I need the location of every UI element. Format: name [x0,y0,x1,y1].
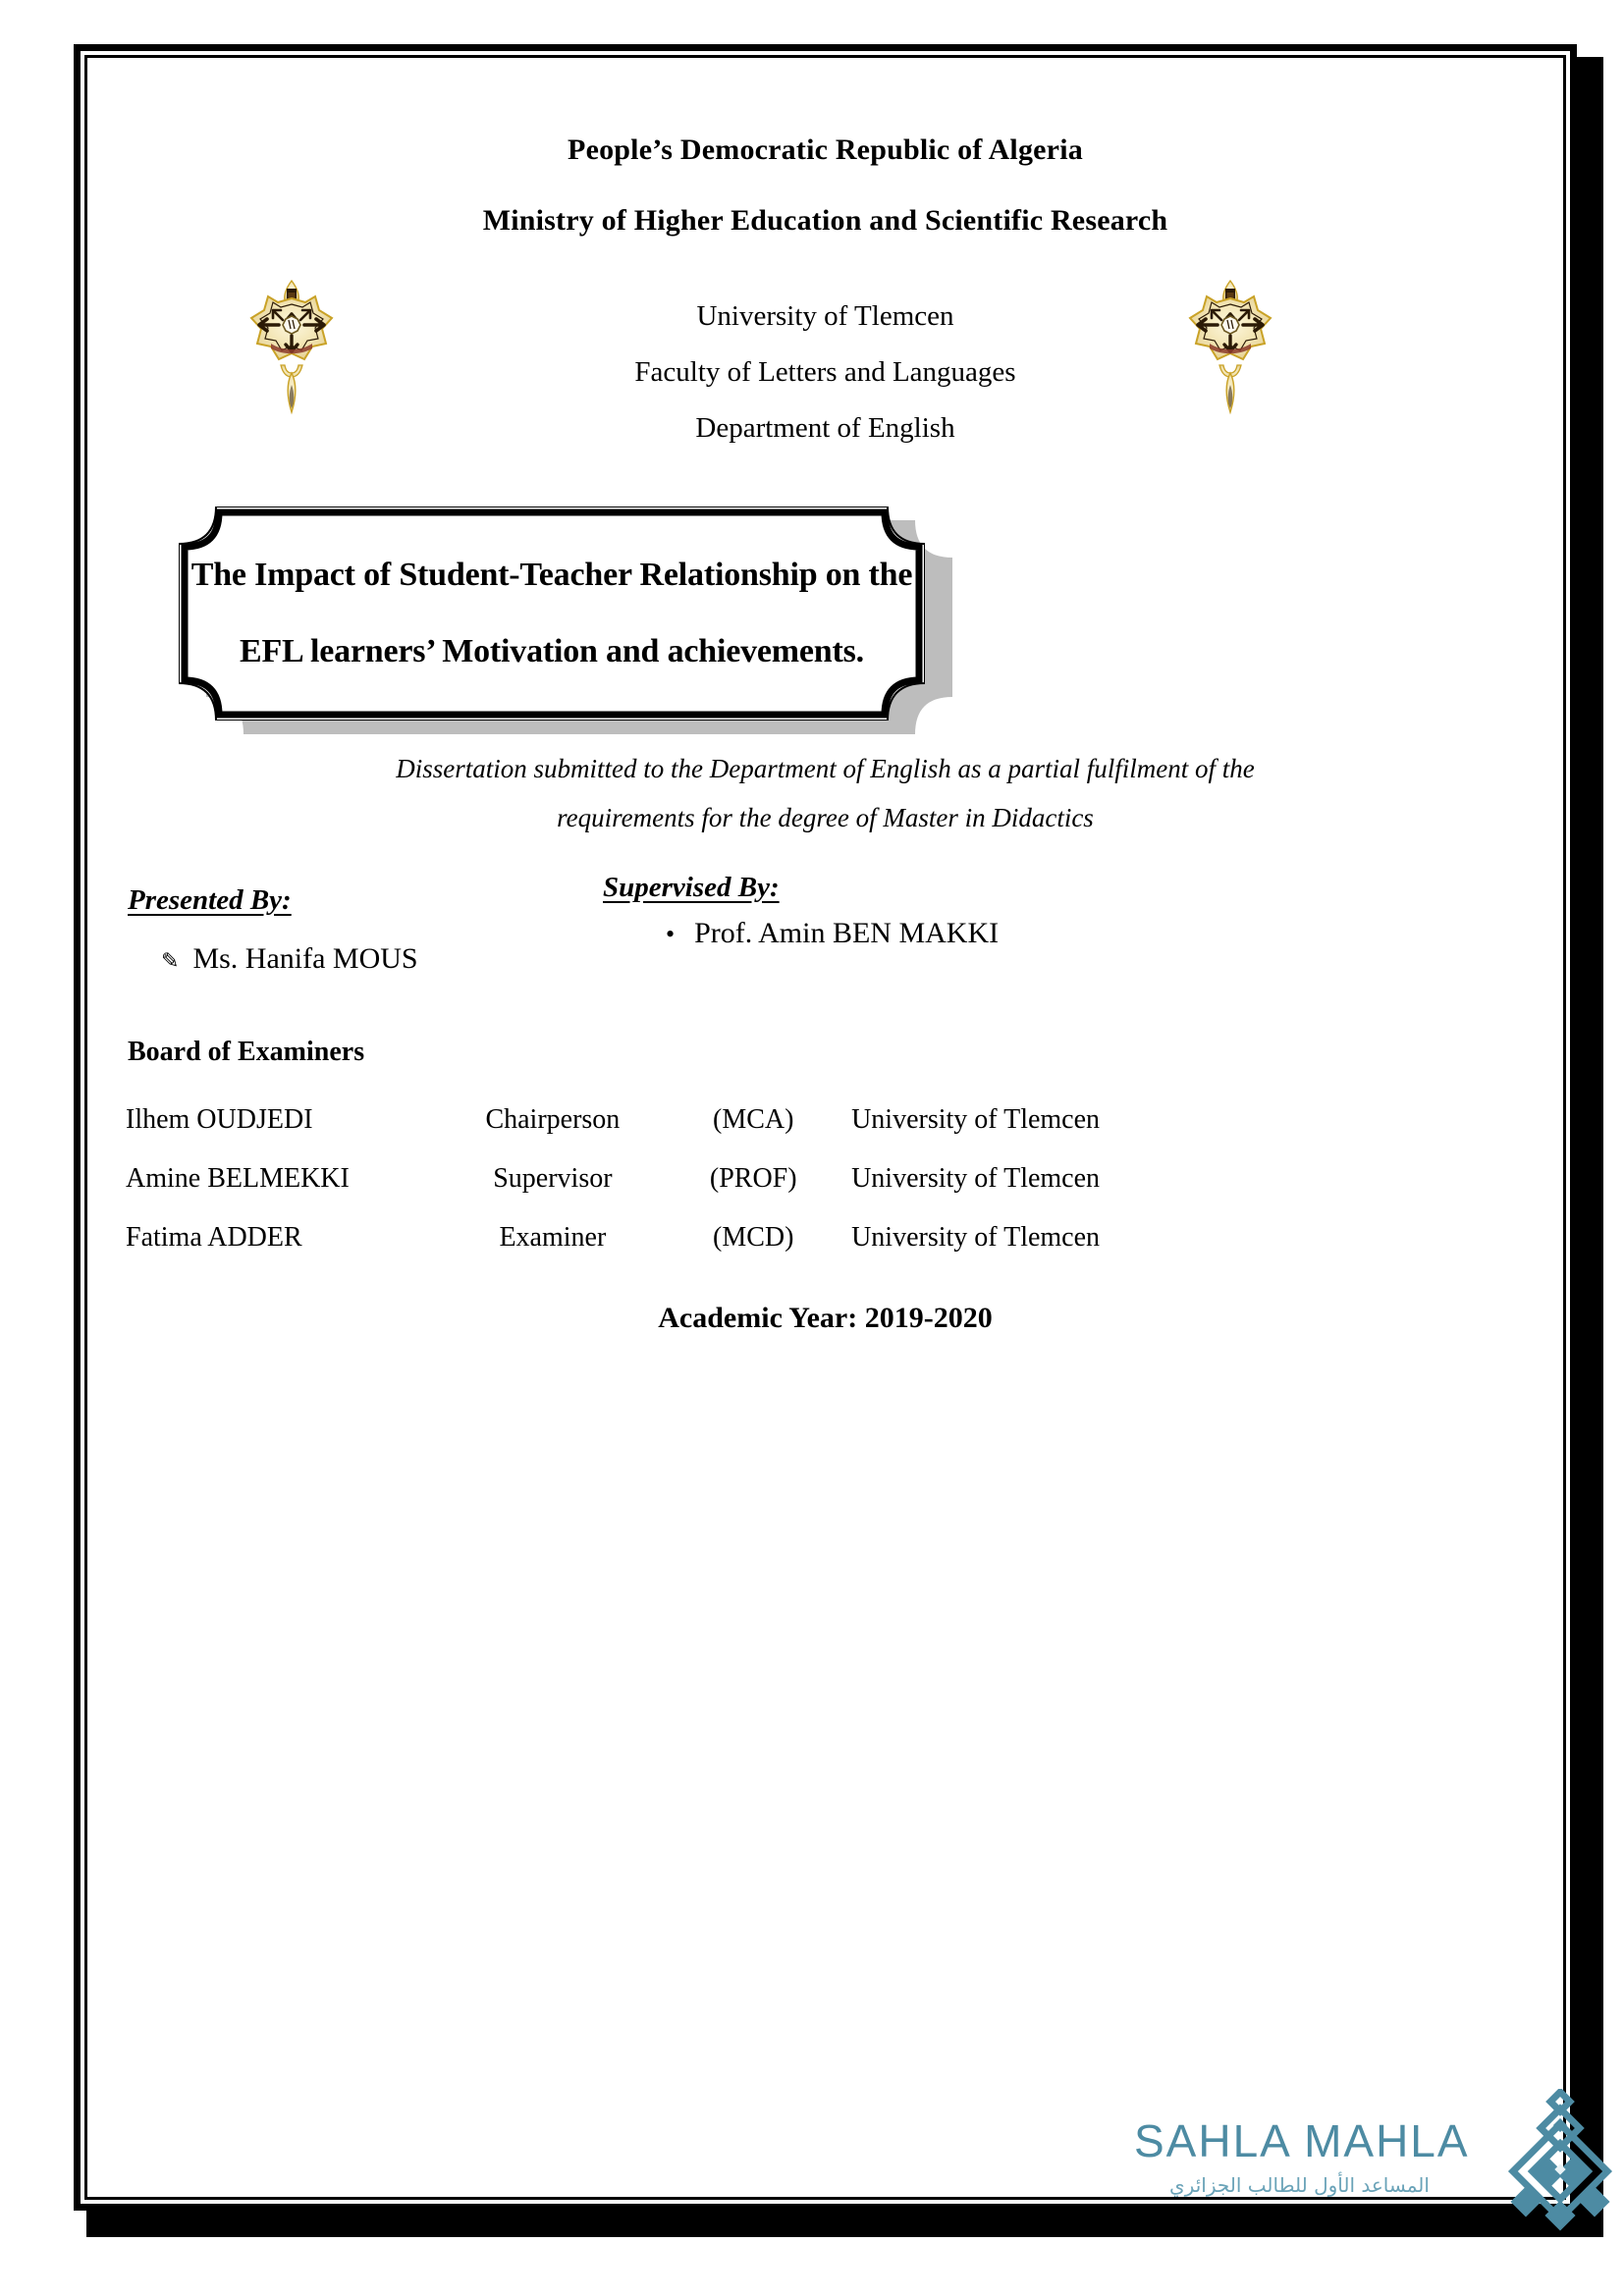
examiner-institution: University of Tlemcen [851,1222,1101,1253]
examiner-role: Examiner [499,1222,607,1253]
presented-by-label: Presented By: [128,884,292,916]
watermark-brand-text: SAHLA MAHLA [1134,2115,1470,2166]
round-bullet-icon: • [666,920,676,948]
sahla-mahla-watermark [1134,2089,1624,2236]
examiner-role: Supervisor [493,1163,613,1194]
examiner-name: Fatima ADDER [126,1222,302,1253]
supervised-by-name: Prof. Amin BEN MAKKI [694,917,1000,949]
academic-year: Academic Year: 2019-2020 [658,1302,993,1334]
watermark-subtitle-arabic: المساعد الأول للطالب الجزائري [1169,2173,1430,2197]
dissertation-title-box [179,507,925,721]
dissertation-statement [84,744,1566,842]
table-row [126,1149,1284,1208]
examiner-institution: University of Tlemcen [851,1104,1101,1135]
institution-department: Department of English [695,412,955,444]
examiner-name: Ilhem OUDJEDI [126,1104,313,1135]
examiner-rank: (MCA) [713,1104,794,1135]
examiner-rank: (PROF) [709,1163,797,1194]
title-line-1: The Impact of Student-Teacher Relationship on the [190,557,913,593]
table-row [126,1208,1284,1267]
dissertation-title-text [179,507,925,721]
presented-by-name: Ms. Hanifa MOUS [192,942,418,975]
examiner-institution: University of Tlemcen [851,1163,1101,1194]
quill-bullet-icon: ✎ [161,948,180,973]
table-row [126,1091,1284,1149]
university-emblem-icon-right [1182,275,1278,422]
header-republic: People’s Democratic Republic of Algeria [568,133,1083,166]
dissertation-statement-line-2: requirements for the degree of Master in Didactics [557,803,1094,832]
university-emblem-icon-left [244,275,340,422]
board-of-examiners-title: Board of Examiners [128,1037,365,1067]
supervised-by-label: Supervised By: [603,872,780,903]
institution-faculty: Faculty of Letters and Languages [634,356,1016,388]
examiner-rank: (MCD) [713,1222,794,1253]
presented-by-entry [161,942,418,976]
title-line-2: EFL learners’ Motivation and achievements. [240,633,864,669]
institution-university: University of Tlemcen [696,300,954,332]
sahla-mahla-diamond-logo-icon [1497,2089,1624,2236]
examiner-name: Amine BELMEKKI [126,1163,350,1194]
dissertation-statement-line-1: Dissertation submitted to the Department of English as a partial fulfilment of the [396,754,1255,783]
page-content [84,55,1566,2200]
supervised-by-entry [666,917,999,950]
header-ministry: Ministry of Higher Education and Scientific Research [482,204,1168,237]
board-of-examiners-table [126,1091,1284,1267]
examiner-role: Chairperson [485,1104,621,1135]
